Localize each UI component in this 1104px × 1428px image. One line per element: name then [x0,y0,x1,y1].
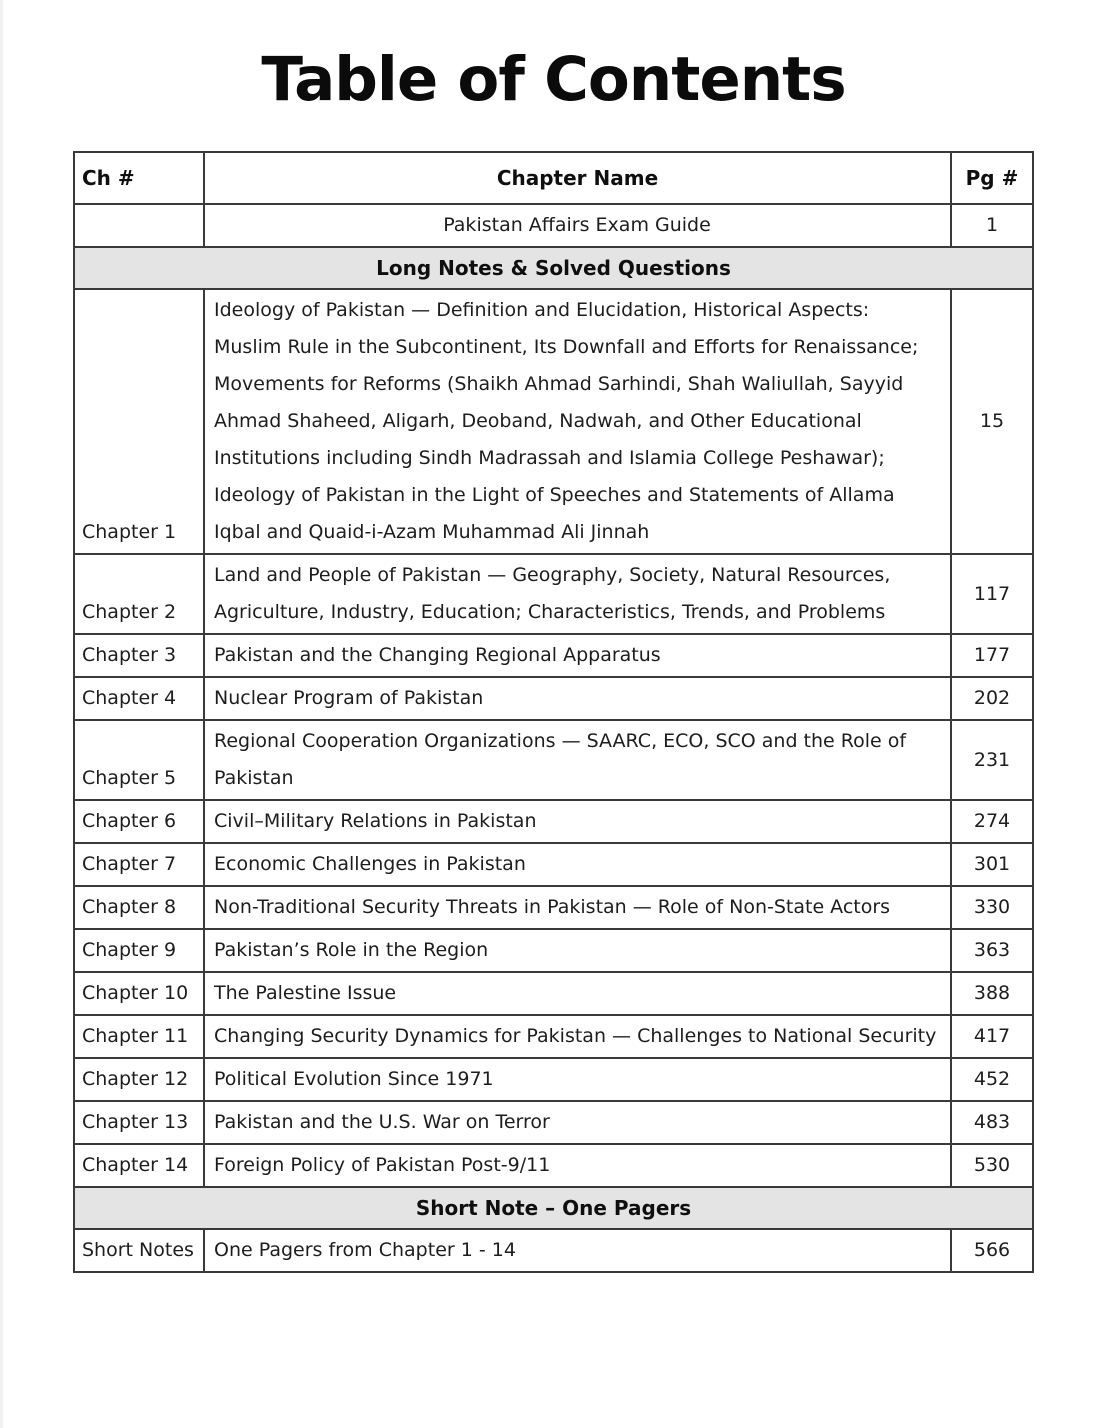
chapter-number-cell: Short Notes [74,1229,204,1272]
chapter-row [74,720,1033,800]
chapter-number-cell: Chapter 1 [74,289,204,554]
page-number-cell: 483 [951,1101,1033,1144]
column-header-page-number: Pg # [951,152,1033,204]
chapter-name-cell: Political Evolution Since 1971 [204,1058,951,1101]
page-number-cell: 15 [951,289,1033,554]
chapter-number-cell: Chapter 5 [74,720,204,800]
chapter-name-cell: Pakistan’s Role in the Region [204,929,951,972]
toc-table [73,151,1034,1273]
chapter-row [74,972,1033,1015]
chapter-row [74,800,1033,843]
chapter-name-cell: Non-Traditional Security Threats in Pakistan — Role of Non-State Actors [204,886,951,929]
chapter-name-cell: Regional Cooperation Organizations — SAARC, ECO, SCO and the Role of Pakistan [204,720,951,800]
page-number-cell: 1 [951,204,1033,247]
chapter-name-cell: The Palestine Issue [204,972,951,1015]
chapter-name-cell: One Pagers from Chapter 1 - 14 [204,1229,951,1272]
chapter-name-cell: Pakistan Affairs Exam Guide [204,204,951,247]
chapter-number-cell: Chapter 4 [74,677,204,720]
page-number-cell: 452 [951,1058,1033,1101]
chapter-number-cell: Chapter 8 [74,886,204,929]
intro-row [74,204,1033,247]
chapter-number-cell: Chapter 11 [74,1015,204,1058]
page-title: Table of Contents [261,44,846,115]
chapter-row [74,1101,1033,1144]
section-header-row [74,247,1033,289]
chapter-row [74,1058,1033,1101]
chapter-name-cell: Economic Challenges in Pakistan [204,843,951,886]
page-number-cell: 177 [951,634,1033,677]
chapter-row [74,1144,1033,1187]
chapter-number-cell: Chapter 9 [74,929,204,972]
chapter-row [74,634,1033,677]
chapter-row [74,677,1033,720]
chapter-row [74,289,1033,554]
chapter-number-cell: Chapter 2 [74,554,204,634]
chapter-number-cell: Chapter 12 [74,1058,204,1101]
page-number-cell: 202 [951,677,1033,720]
chapter-number-cell: Chapter 3 [74,634,204,677]
chapter-row [74,1229,1033,1272]
section-header: Long Notes & Solved Questions [74,247,1033,289]
chapter-row [74,554,1033,634]
page-number-cell: 566 [951,1229,1033,1272]
chapter-number-cell: Chapter 7 [74,843,204,886]
page-number-cell: 231 [951,720,1033,800]
chapter-number-cell [74,204,204,247]
chapter-name-cell: Ideology of Pakistan — Definition and Elucidation, Historical Aspects: Muslim Rule in the Subcontinent, Its Downfall and Efforts for Renaissance; Movements for Reforms (Shaikh Ahmad Sarhindi, Shah Waliullah, Sayyid Ahmad Shaheed, Aligarh, Deoband, Nadwah, and Other Educational Institutions including Sindh Madrassah and Islamia College Peshawar); Ideology of Pakistan in the Light of Speeches and Statements of Allama Iqbal and Quaid-i-Azam Muhammad Ali Jinnah [204,289,951,554]
page-number-cell: 274 [951,800,1033,843]
header-row [74,152,1033,204]
chapter-name-cell: Land and People of Pakistan — Geography, Society, Natural Resources, Agriculture, Industry, Education; Characteristics, Trends, and Problems [204,554,951,634]
chapter-name-cell: Civil–Military Relations in Pakistan [204,800,951,843]
chapter-number-cell: Chapter 10 [74,972,204,1015]
page-number-cell: 530 [951,1144,1033,1187]
section-header: Short Note – One Pagers [74,1187,1033,1229]
chapter-number-cell: Chapter 6 [74,800,204,843]
chapter-name-cell: Changing Security Dynamics for Pakistan — Challenges to National Security [204,1015,951,1058]
chapter-row [74,886,1033,929]
chapter-name-cell: Pakistan and the U.S. War on Terror [204,1101,951,1144]
page-number-cell: 301 [951,843,1033,886]
chapter-name-cell: Foreign Policy of Pakistan Post-9/11 [204,1144,951,1187]
page-number-cell: 388 [951,972,1033,1015]
chapter-row [74,843,1033,886]
chapter-number-cell: Chapter 14 [74,1144,204,1187]
chapter-row [74,929,1033,972]
page-number-cell: 330 [951,886,1033,929]
page-number-cell: 363 [951,929,1033,972]
chapter-name-cell: Nuclear Program of Pakistan [204,677,951,720]
chapter-number-cell: Chapter 13 [74,1101,204,1144]
page-number-cell: 117 [951,554,1033,634]
column-header-chapter-number: Ch # [74,152,204,204]
page-number-cell: 417 [951,1015,1033,1058]
column-header-chapter-name: Chapter Name [204,152,951,204]
chapter-name-cell: Pakistan and the Changing Regional Apparatus [204,634,951,677]
chapter-row [74,1015,1033,1058]
section-header-row [74,1187,1033,1229]
